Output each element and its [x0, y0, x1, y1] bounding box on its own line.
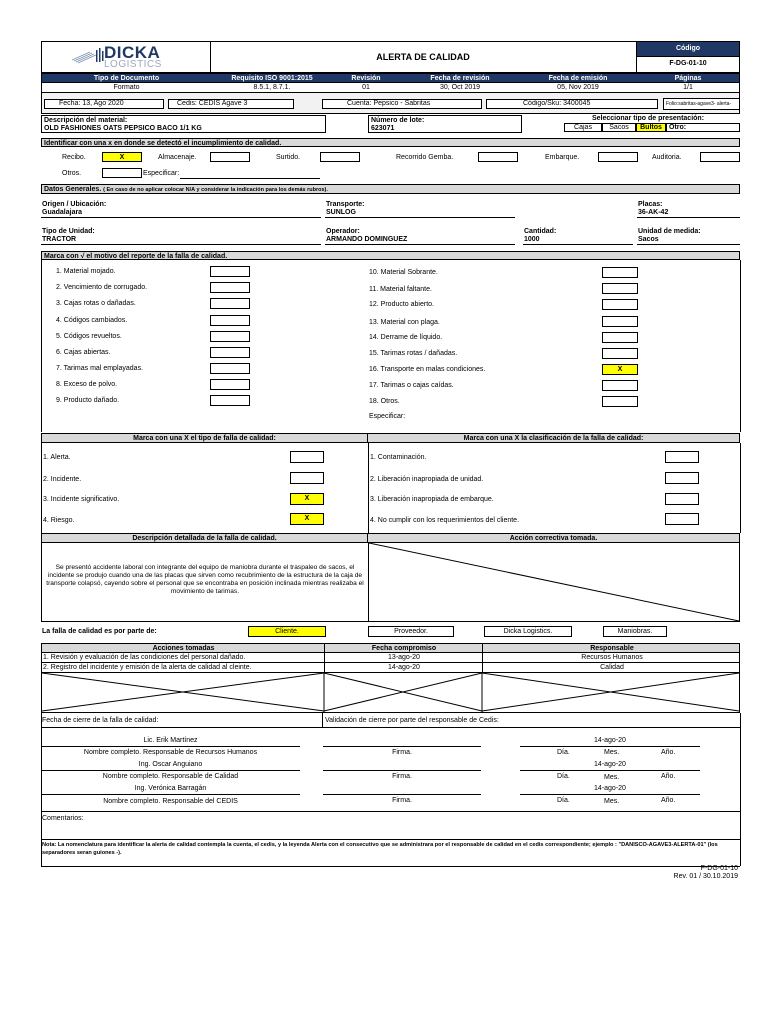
firma-role-3: Nombre completo. Responsable del CEDIS [103, 798, 238, 805]
clasif-4-checkbox[interactable] [665, 513, 699, 525]
almacenaje-label: Almacenaje. [158, 154, 197, 161]
motivo-left-2-checkbox[interactable] [210, 282, 250, 293]
motivo-right-13-checkbox[interactable] [602, 316, 638, 327]
cantidad-value: 1000 [524, 236, 540, 243]
motivo-especificar: Especificar: [369, 413, 406, 420]
tipo-1-checkbox[interactable] [290, 451, 324, 463]
embarque-label: Embarque. [545, 154, 580, 161]
acciones-header: Acciones tomadas Fecha compromiso Responsable [41, 643, 740, 653]
tipo-4-checkbox[interactable]: X [290, 513, 324, 525]
recibo-label: Recibo. [62, 154, 86, 161]
nota-text: Nota: La nomenclatura para identificar la alerta de calidad contempla la cuenta, el cedis, y la leyenda Alerta con el consecutivo que se administrara por el responsable de calidad en el cedis correspondiente; ejemplo : "DANISCO-AGAVE3-ALERTA-01" (los separadores seran guiones -). [42, 842, 718, 856]
lote-field[interactable]: Número de lote: 623071 [368, 115, 522, 133]
surtido-checkbox[interactable] [320, 152, 360, 162]
anio-label-3: Año. [661, 797, 676, 804]
motivo-right-12: 12. Producto abierto. [369, 301, 434, 308]
footer-rev: Rev. 01 / 30.10.2019 [673, 873, 738, 880]
pres-cajas[interactable]: Cajas [564, 123, 602, 132]
unidad-label: Tipo de Unidad: [42, 228, 95, 235]
clasif-1-checkbox[interactable] [665, 451, 699, 463]
pres-otro[interactable]: Otro: [666, 123, 740, 132]
motivo-right-17: 17. Tarimas o cajas caídas. [369, 382, 454, 389]
acciones-cross-lines [42, 673, 739, 712]
motivo-left-5-checkbox[interactable] [210, 331, 250, 342]
motivo-title: Marca con √ el motivo del reporte de la falla de calidad. [41, 251, 740, 260]
comentarios-label: Comentarios: [42, 815, 84, 822]
tipo-falla-title: Marca con una X el tipo de falla de calidad: [41, 433, 368, 443]
anio-label-1: Año. [661, 749, 676, 756]
code-value: F-DG-01-10 [669, 60, 707, 67]
accion-title: Acción correctiva tomada. [368, 533, 740, 543]
firma-role-1: Nombre completo. Responsable de Recursos Humanos [83, 749, 258, 756]
cantidad-label: Cantidad: [524, 228, 557, 235]
parte-proveedor[interactable]: Proveedor. [368, 626, 454, 637]
motivo-left-9: 9. Producto dañado. [56, 397, 120, 404]
folio-field[interactable]: Folio:sabritas-agave3- alerta- [663, 98, 740, 110]
tipo-4: 4. Riesgo. [43, 517, 75, 524]
firma-name-1: Lic. Erik Martínez [143, 737, 198, 744]
transporte-value: SUNLOG [326, 209, 356, 216]
motivo-left-6-checkbox[interactable] [210, 347, 250, 358]
material-field[interactable]: Descripción del material: OLD FASHIONES OATS PEPSICO BACO 1/1 KG [41, 115, 326, 133]
general-title: Datos Generales. ( En caso de no aplicar colocar N/A y considerar la indicación para los demás rubros). [41, 184, 740, 194]
embarque-checkbox[interactable] [598, 152, 638, 162]
accion-box[interactable] [368, 543, 740, 622]
origen-label: Origen / Ubicación: [42, 201, 107, 208]
motivo-left-3-checkbox[interactable] [210, 298, 250, 309]
clasif-3: 3. Liberación inapropiada de embarque. [370, 496, 494, 503]
descripcion-title: Descripción detallada de la falla de calidad. [41, 533, 368, 543]
clasif-3-checkbox[interactable] [665, 493, 699, 505]
motivo-right-14: 14. Derrame de líquido. [369, 334, 443, 341]
dia-label-1: Día. [557, 749, 570, 756]
firma-date-2: 14-ago-20 [594, 761, 626, 768]
cedis-field[interactable]: Cedis: CEDIS Agave 3 [168, 99, 294, 109]
motivo-right-13: 13. Material con plaga. [369, 319, 440, 326]
detect-title: Identificar con una x en donde se detectó el incumplimiento de calidad. [41, 138, 740, 147]
acciones-empty-row [41, 673, 740, 713]
motivo-left-3: 3. Cajas rotas o dañadas. [56, 300, 136, 307]
acciones-row-1: 1. Revisión y evaluación de las condiciones del personal dañado. 13-ago-20 Recursos Humanos [41, 653, 740, 663]
sku-field[interactable]: Código/Sku: 3400045 [486, 99, 658, 109]
mes-label-1: Mes. [604, 749, 620, 756]
dia-label-3: Día. [557, 797, 570, 804]
almacenaje-checkbox[interactable] [210, 152, 250, 162]
motivo-left-5: 5. Códigos revueltos. [56, 333, 122, 340]
presentacion-label: Seleccionar tipo de presentación: [592, 115, 705, 122]
medida-label: Unidad de medida: [638, 228, 701, 235]
acciones-row-2: 2. Registro del incidente y emisión de la alerta de calidad al cleinte. 14-ago-20 Calidad [41, 663, 740, 673]
firma-date-1: 14-ago-20 [594, 737, 626, 744]
motivo-left-4-checkbox[interactable] [210, 315, 250, 326]
motivo-right-16-checkbox[interactable]: X [602, 364, 638, 375]
anio-label-2: Año. [661, 773, 676, 780]
motivo-right-10: 10. Material Sobrante. [369, 269, 438, 276]
otros-label: Otros. [62, 170, 82, 177]
fecha-field[interactable]: Fecha: 13, Ago 2020 [44, 99, 164, 109]
mes-label-2: Mes. [604, 774, 620, 781]
recorrido-checkbox[interactable] [478, 152, 518, 162]
motivo-left-2: 2. Vencimiento de corrugado. [56, 284, 148, 291]
clasif-1: 1. Contaminación. [370, 454, 427, 461]
operador-label: Operador: [326, 228, 360, 235]
motivo-right-15: 15. Tarimas rotas / dañadas. [369, 350, 458, 357]
motivo-left-7: 7. Tarimas mal emplayadas. [56, 365, 144, 372]
motivo-left-8: 8. Exceso de polvo. [56, 381, 118, 388]
firma-label-2: Firma. [392, 773, 412, 780]
logo-mark-icon [70, 46, 106, 66]
tipo-2: 2. Incidente. [43, 476, 82, 483]
pres-bultos-selected[interactable]: Bultos [636, 123, 666, 132]
doc-table-header: Tipo de Documento Requisito ISO 9001:2015 Revisión Fecha de revisión Fecha de emisión Páginas [41, 73, 740, 83]
pres-sacos[interactable]: Sacos [602, 123, 636, 132]
motivo-left-1-checkbox[interactable] [210, 266, 250, 277]
otros-checkbox[interactable] [102, 168, 142, 178]
motivo-right-11-checkbox[interactable] [602, 283, 638, 294]
clasif-title: Marca con una X la clasificación de la falla de calidad: [368, 433, 740, 443]
firma-name-2: Ing. Oscar Anguiano [138, 761, 203, 768]
code-label: Código [637, 42, 739, 56]
surtido-label: Surtido. [276, 154, 301, 161]
parte-label: La falla de calidad es por parte de: [42, 628, 157, 635]
firma-label-3: Firma. [392, 797, 412, 804]
origen-value: Guadalajara [42, 209, 83, 216]
tipo-3: 3. Incidente significativo. [43, 496, 120, 503]
medida-value: Sacos [638, 236, 659, 243]
lote-value: 623071 [371, 125, 395, 132]
especificar-label: Especificar: [143, 170, 180, 177]
operador-value: ARMANDO DOMINGUEZ [326, 236, 408, 243]
motivo-left-4: 4. Códigos cambiados. [56, 317, 128, 324]
firma-name-3: Ing. Verónica Barragán [134, 785, 207, 792]
auditoria-label: Auditoria. [652, 154, 682, 161]
doc-table-values: Formato 8.5.1, 8.7.1. 01 30, Oct 2019 05, Nov 2019 1/1 [41, 83, 740, 93]
recorrido-label: Recorrido Gemba. [396, 154, 454, 161]
page-title: ALERTA DE CALIDAD [376, 52, 470, 62]
motivo-right-15-checkbox[interactable] [602, 348, 638, 359]
cierre-fecha-label: Fecha de cierre de la falla de calidad: [42, 717, 159, 724]
firma-date-3: 14-ago-20 [594, 785, 626, 792]
descripcion-text: Se presentó accidente laboral con integrante del equipo de maniobra durante el traspaleo de sacos, el incidente se produjo cuando una de las placas que sirven como recubrimiento de la estructura de la caja de transporte colapsó, cayendo sobre el personal que se encontraba en posición inclinada mientras realizaba el movimiento de tarimas. [46, 564, 364, 595]
dia-label-2: Día. [557, 773, 570, 780]
clasif-4: 4. No cumplir con los requerimientos del cliente. [370, 517, 520, 524]
motivo-left-7-checkbox[interactable] [210, 363, 250, 374]
firma-label-1: Firma. [392, 749, 412, 756]
parte-dicka[interactable]: Dicka Logistics. [484, 626, 572, 637]
clasif-2-checkbox[interactable] [665, 472, 699, 484]
parte-cliente-selected[interactable]: Cliente. [248, 626, 326, 637]
tipo-3-checkbox[interactable]: X [290, 493, 324, 505]
mes-label-3: Mes. [604, 798, 620, 805]
motivo-right-17-checkbox[interactable] [602, 380, 638, 391]
cierre-valid-label: Validación de cierre por parte del responsable de Cedis: [325, 717, 499, 724]
footer-code: F-DG-01-10 [700, 865, 738, 872]
motivo-right-10-checkbox[interactable] [602, 267, 638, 278]
motivo-right-11: 11. Material faltante. [369, 286, 432, 293]
parte-maniobras[interactable]: Maniobras. [603, 626, 667, 637]
logo-sub-text: LOGISTICS [104, 59, 162, 70]
motivo-left-6: 6. Cajas abiertas. [56, 349, 111, 356]
motivo-right-18-checkbox[interactable] [602, 396, 638, 407]
unidad-value: TRACTOR [42, 236, 77, 243]
clasif-2: 2. Liberación inapropiada de unidad. [370, 476, 484, 483]
logo-main-text: DICKA [104, 43, 161, 62]
motivo-right-18: 18. Otros. [369, 398, 400, 405]
motivo-right-16: 16. Transporte en malas condiciones. [369, 366, 486, 373]
tipo-1: 1. Alerta. [43, 454, 71, 461]
material-value: OLD FASHIONES OATS PEPSICO BACO 1/1 KG [44, 125, 202, 132]
placas-label: Placas: [638, 201, 663, 208]
tipo-2-checkbox[interactable] [290, 472, 324, 484]
motivo-left-9-checkbox[interactable] [210, 395, 250, 406]
motivo-right-12-checkbox[interactable] [602, 299, 638, 310]
motivo-left-8-checkbox[interactable] [210, 379, 250, 390]
placas-value: 36-AK-42 [638, 209, 669, 216]
recibo-checkbox[interactable]: X [102, 152, 142, 162]
auditoria-checkbox[interactable] [700, 152, 740, 162]
motivo-left-1: 1. Material mojado. [56, 268, 116, 275]
accion-cross-line [369, 543, 739, 621]
motivo-right-14-checkbox[interactable] [602, 332, 638, 343]
cuenta-field[interactable]: Cuenta: Pepsico - Sabritas [322, 99, 482, 109]
dicka-logo [70, 43, 180, 71]
firma-role-2: Nombre completo. Responsable de Calidad [102, 773, 239, 780]
transporte-label: Transporte: [326, 201, 365, 208]
